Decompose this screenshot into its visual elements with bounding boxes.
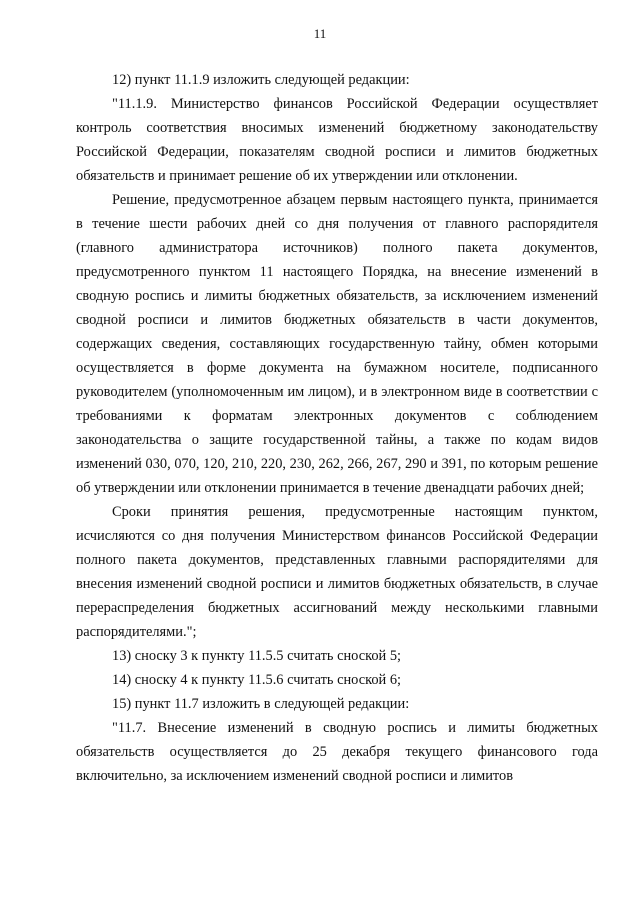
- paragraph-11-1-9-intro: "11.1.9. Министерство финансов Российской Федерации осуществляет контроль соответствия вносимых изменений бюджетному законодательству Российской Федерации, показателям сводной росписи и лимитов бюджетных обязательств и принимает решение об их утверждении или отклонении.: [76, 96, 598, 184]
- page-number: 11: [313, 26, 327, 41]
- paragraph-item-13: 13) сноску 3 к пункту 11.5.5 считать сноской 5;: [112, 648, 402, 664]
- paragraph-item-12: 12) пункт 11.1.9 изложить следующей редакции:: [112, 72, 410, 88]
- paragraph-item-14: 14) сноску 4 к пункту 11.5.6 считать сноской 6;: [112, 672, 402, 688]
- paragraph-decision-deadlines: Сроки принятия решения, предусмотренные настоящим пунктом, исчисляются со дня получения Министерством финансов Российской Федерации полного пакета документов, представленных главными распорядителями для внесения изменений сводной росписи и лимитов бюджетных обязательств, в случае перераспределения бюджетных ассигнований между несколькими главными распорядителями.";: [76, 504, 598, 640]
- paragraph-11-7-start: "11.7. Внесение изменений в сводную роспись и лимиты бюджетных обязательств осуществляется до 25 декабря текущего финансового года включительно, за исключением изменений сводной росписи и лимитов: [76, 720, 598, 784]
- document-body: [76, 68, 598, 788]
- paragraph-decision-term: Решение, предусмотренное абзацем первым настоящего пункта, принимается в течение шести рабочих дней со дня получения от главного распорядителя (главного администратора источников) полного пакета документов, предусмотренного пунктом 11 настоящего Порядка, на внесение изменений в сводную роспись и лимиты бюджетных обязательств, за исключением изменений сводной росписи и лимитов бюджетных обязательств в части документов, содержащих сведения, составляющих государственную тайну, обмен которыми осуществляется в форме документа на бумажном носителе, подписанного руководителем (уполномоченным им лицом), и в электронном виде в соответствии с требованиями к форматам электронных документов с соблюдением законодательства о защите государственной тайны, а также по кодам видов изменений 030, 070, 120, 210, 220, 230, 262, 266, 267, 290 и 391, по которым решение об утверждении или отклонении принимается в течение двенадцати рабочих дней;: [76, 192, 598, 496]
- paragraph-item-15: 15) пункт 11.7 изложить в следующей редакции:: [112, 696, 410, 712]
